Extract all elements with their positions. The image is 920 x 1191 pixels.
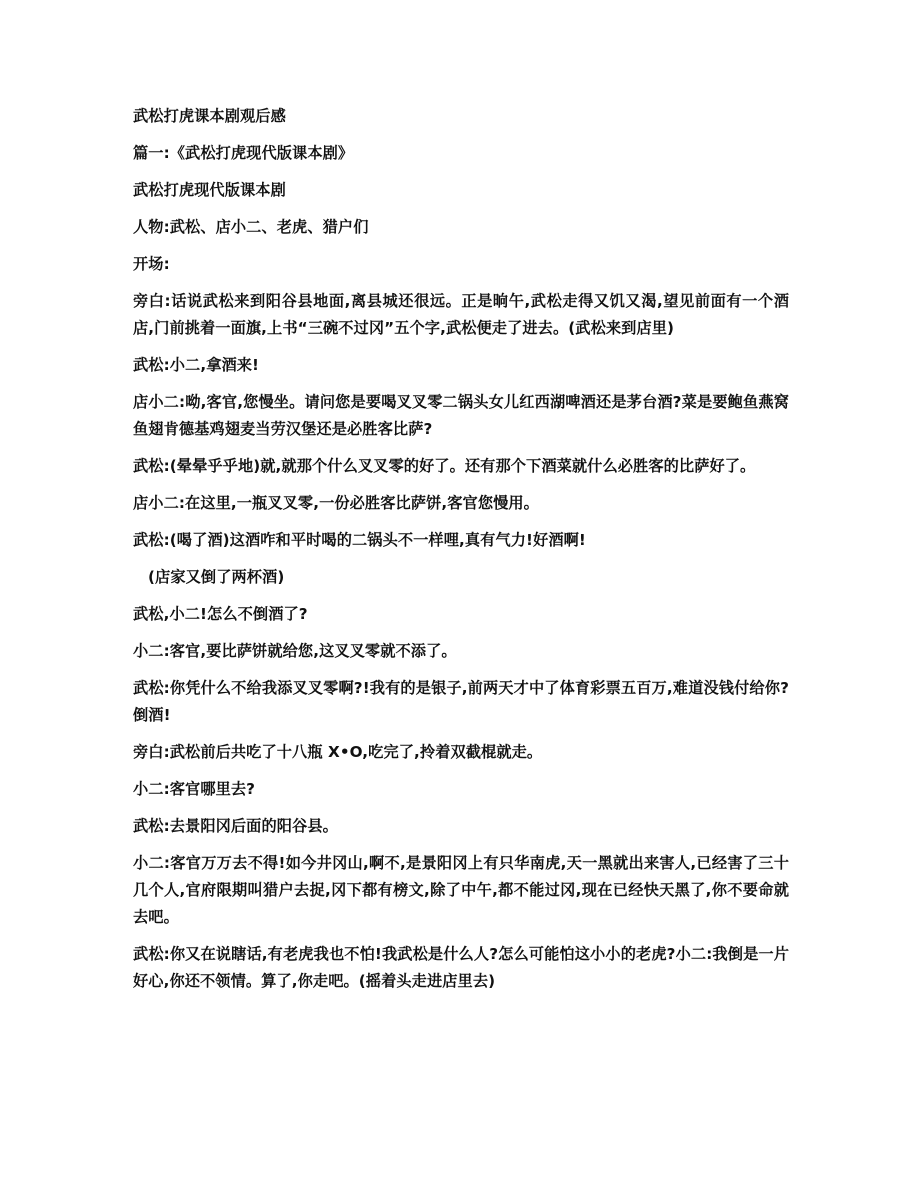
dialogue-line: 武松,小二!怎么不倒酒了? bbox=[133, 605, 308, 623]
dialogue-line: 小二:客官,要比萨饼就给您,这叉叉零就不添了。 bbox=[133, 642, 457, 660]
opening-label: 开场: bbox=[133, 255, 170, 273]
section-heading: 篇一:《武松打虎现代版课本剧》 bbox=[133, 144, 354, 162]
page-title: 武松打虎课本剧观后感 bbox=[133, 107, 286, 125]
dialogue-line: 店小二:在这里,一瓶叉叉零,一份必胜客比萨饼,客官您慢用。 bbox=[133, 494, 539, 512]
play-title: 武松打虎现代版课本剧 bbox=[133, 181, 286, 199]
dialogue-line: 武松:你又在说瞎话,有老虎我也不怕!我武松是什么人?怎么可能怕这小小的老虎?小二:我倒是一片好心,你还不领情。算了,你走吧。(摇着头走进店里去) bbox=[133, 945, 789, 990]
dialogue-line: 武松:(喝了酒)这酒咋和平时喝的二锅头不一样哩,真有气力!好酒啊! bbox=[133, 531, 586, 549]
stage-direction: (店家又倒了两杯酒) bbox=[148, 568, 285, 586]
document-body bbox=[133, 103, 789, 995]
dialogue-line: 小二:客官哪里去? bbox=[133, 780, 256, 798]
narration-paragraph: 旁白:话说武松来到阳谷县地面,离县城还很远。正是晌午,武松走得又饥又渴,望见前面有一个酒店,门前挑着一面旗,上书“三碗不过冈”五个字,武松便走了进去。(武松来到店里) bbox=[133, 292, 789, 337]
dialogue-line: 店小二:呦,客官,您慢坐。请问您是要喝叉叉零二锅头女儿红西湖啤酒还是茅台酒?菜是要鲍鱼燕窝鱼翅肯德基鸡翅麦当劳汉堡还是必胜客比萨? bbox=[133, 393, 789, 438]
dialogue-line: 武松:你凭什么不给我添叉叉零啊?!我有的是银子,前两天才中了体育彩票五百万,难道没钱付给你?倒酒! bbox=[133, 679, 789, 724]
characters-line: 人物:武松、店小二、老虎、猎户们 bbox=[133, 218, 369, 236]
dialogue-line: 武松:小二,拿酒来! bbox=[133, 356, 260, 374]
dialogue-line: 小二:客官万万去不得!如今井冈山,啊不,是景阳冈上有只华南虎,天一黑就出来害人,已经害了三十几个人,官府限期叫猎户去捉,冈下都有榜文,除了中午,都不能过冈,现在已经快天黑了,你不要命就去吧。 bbox=[133, 854, 789, 926]
narration-paragraph: 旁白:武松前后共吃了十八瓶 X•O,吃完了,拎着双截棍就走。 bbox=[133, 743, 543, 761]
dialogue-line: 武松:去景阳冈后面的阳谷县。 bbox=[133, 817, 338, 835]
dialogue-line: 武松:(晕晕乎乎地)就,就那个什么叉叉零的好了。还有那个下酒菜就什么必胜客的比萨好了。 bbox=[133, 457, 756, 475]
